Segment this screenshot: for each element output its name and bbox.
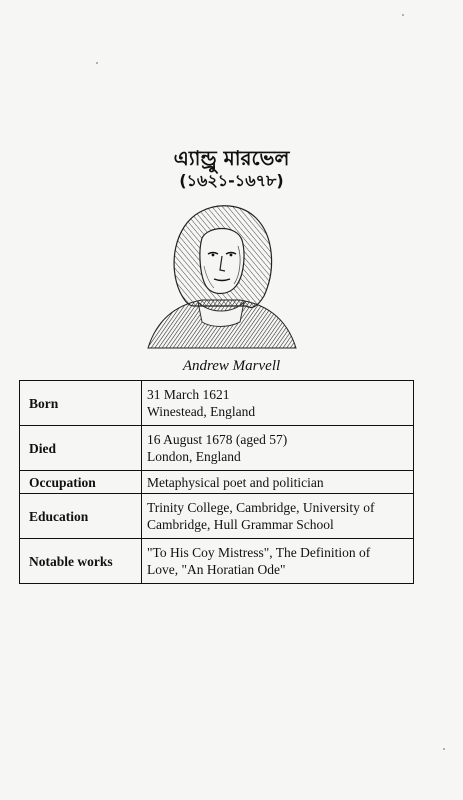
value-line: Winestead, England [147,404,256,419]
infobox-row-occupation [20,471,414,494]
value-line: Trinity College, Cambridge, University of [147,500,375,515]
page-speck [443,748,445,750]
page-title: এ্যান্ড্রু মারভেল [173,146,290,170]
infobox-value [142,494,414,539]
infobox-label: Notable works [20,539,142,584]
infobox-row-notable-works [20,539,414,584]
value-line: 16 August 1678 (aged 57) [147,432,288,447]
infobox-value [142,539,414,584]
infobox-label: Occupation [20,471,142,494]
infobox-row-education [20,494,414,539]
value-line: 31 March 1621 [147,387,230,402]
infobox-label: Education [20,494,142,539]
value-line: "To His Coy Mistress", The Definition of [147,545,371,560]
life-years: (১৬২১-১৬৭৮) [179,171,284,190]
page-speck [402,14,404,16]
portrait-engraving [140,196,300,352]
infobox-label: Died [20,426,142,471]
infobox-row-died [20,426,414,471]
infobox-value [142,426,414,471]
infobox-value [142,471,414,494]
infobox-label: Born [20,381,142,426]
value-line: Love, "An Horatian Ode" [147,562,286,577]
portrait-caption: Andrew Marvell [182,358,281,374]
infobox-row-born [20,381,414,426]
value-line: London, England [147,449,241,464]
page-speck [96,62,98,64]
value-line: Metaphysical poet and politician [147,474,324,490]
biography-infobox [19,380,414,584]
value-line: Cambridge, Hull Grammar School [147,517,334,532]
infobox-value [142,381,414,426]
